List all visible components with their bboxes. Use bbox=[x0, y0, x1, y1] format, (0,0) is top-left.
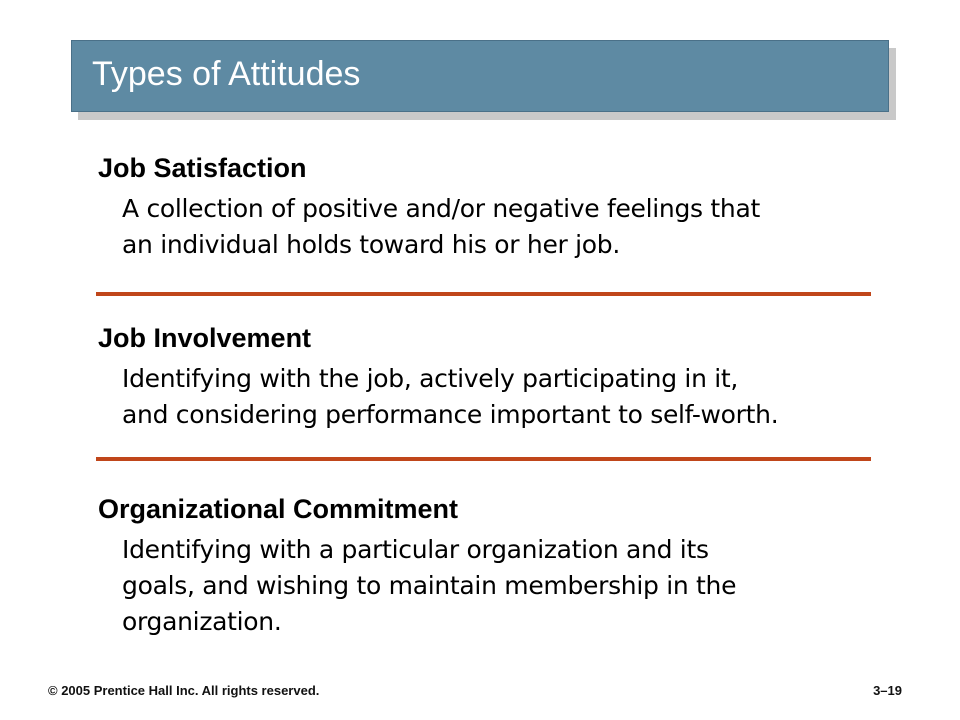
section-heading: Job Involvement bbox=[98, 323, 312, 353]
section-job-satisfaction bbox=[98, 152, 878, 263]
description-line: and considering performance important to self-worth. bbox=[122, 400, 779, 429]
slide-title: Types of Attitudes bbox=[92, 55, 361, 93]
footer-slide-number: 3–19 bbox=[873, 683, 902, 698]
section-divider bbox=[96, 457, 871, 461]
description-line: an individual holds toward his or her job. bbox=[122, 230, 621, 259]
section-organizational-commitment bbox=[98, 493, 878, 640]
section-description bbox=[122, 191, 878, 263]
description-line: Identifying with a particular organization and its bbox=[122, 535, 709, 564]
section-heading: Job Satisfaction bbox=[98, 153, 307, 183]
section-heading: Organizational Commitment bbox=[98, 494, 459, 524]
section-divider bbox=[96, 292, 871, 296]
section-description bbox=[122, 361, 878, 433]
section-description bbox=[122, 532, 878, 640]
description-line: goals, and wishing to maintain membership in the bbox=[122, 571, 737, 600]
section-job-involvement bbox=[98, 322, 878, 433]
description-line: A collection of positive and/or negative feelings that bbox=[122, 194, 760, 223]
title-bar bbox=[71, 40, 889, 112]
description-line: Identifying with the job, actively participating in it, bbox=[122, 364, 739, 393]
footer-copyright: © 2005 Prentice Hall Inc. All rights reserved. bbox=[48, 683, 320, 698]
description-line: organization. bbox=[122, 607, 282, 636]
